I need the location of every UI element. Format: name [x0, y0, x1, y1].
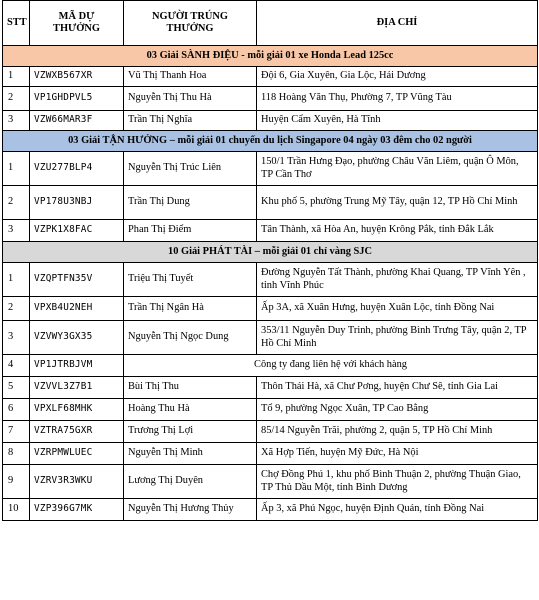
table-row [3, 111, 538, 131]
row-code: VPXB4U2NEH [30, 297, 124, 321]
row-stt: 3 [3, 321, 30, 355]
row-winner-name: Bùi Thị Thu [124, 377, 257, 399]
row-address: Ấp 3, xã Phú Ngọc, huyện Định Quán, tỉnh Đồng Nai [257, 499, 538, 521]
row-address: Đội 6, Gia Xuyên, Gia Lộc, Hải Dương [257, 67, 538, 87]
row-stt: 9 [3, 465, 30, 499]
header-address: ĐỊA CHỈ [257, 1, 538, 46]
table-row [3, 152, 538, 186]
row-stt: 10 [3, 499, 30, 521]
row-winner-name: Trương Thị Lợi [124, 421, 257, 443]
row-address: Xã Hợp Tiến, huyện Mỹ Đức, Hà Nội [257, 443, 538, 465]
row-winner-name: Triệu Thị Tuyết [124, 263, 257, 297]
row-winner-name: Hoàng Thu Hà [124, 399, 257, 421]
row-code: VZPK1X8FAC [30, 220, 124, 242]
row-stt: 6 [3, 399, 30, 421]
section-title: 03 Giải SÀNH ĐIỆU - mỗi giải 01 xe Honda Lead 125cc [3, 46, 538, 67]
row-winner-name: Nguyễn Thị Trúc Liên [124, 152, 257, 186]
row-address: Huyện Cẩm Xuyên, Hà Tĩnh [257, 111, 538, 131]
row-address: Khu phố 5, phường Trung Mỹ Tây, quận 12, TP Hồ Chí Minh [257, 186, 538, 220]
row-stt: 3 [3, 111, 30, 131]
table-row [3, 465, 538, 499]
row-winner-name: Nguyễn Thị Thu Hà [124, 87, 257, 111]
table-row [3, 421, 538, 443]
row-address: Đường Nguyễn Tất Thành, phường Khai Quang, TP Vĩnh Yên , tỉnh Vĩnh Phúc [257, 263, 538, 297]
row-winner-name: Lương Thị Duyên [124, 465, 257, 499]
header-row [3, 1, 538, 46]
row-code: VZRV3R3WKU [30, 465, 124, 499]
table-row [3, 399, 538, 421]
section-header [3, 242, 538, 263]
row-stt: 2 [3, 297, 30, 321]
row-winner-name: Trần Thị Ngân Hà [124, 297, 257, 321]
row-address: 85/14 Nguyễn Trãi, phường 2, quận 5, TP Hồ Chí Minh [257, 421, 538, 443]
row-winner-name: Nguyễn Thị Hương Thủy [124, 499, 257, 521]
row-stt: 8 [3, 443, 30, 465]
row-code: VZVWY3GX35 [30, 321, 124, 355]
table-row [3, 220, 538, 242]
row-contact-note: Công ty đang liên hệ với khách hàng [124, 355, 538, 377]
row-code: VZVVL3Z7B1 [30, 377, 124, 399]
table-row [3, 67, 538, 87]
table-row [3, 443, 538, 465]
row-address: Ấp 3A, xã Xuân Hưng, huyện Xuân Lộc, tỉnh Đồng Nai [257, 297, 538, 321]
table-row [3, 377, 538, 399]
table-row [3, 321, 538, 355]
winners-table [2, 0, 538, 521]
row-stt: 7 [3, 421, 30, 443]
header-winner: NGƯỜI TRÚNG THƯỞNG [124, 1, 257, 46]
row-address: 118 Hoàng Văn Thụ, Phường 7, TP Vũng Tàu [257, 87, 538, 111]
row-winner-name: Trần Thị Dung [124, 186, 257, 220]
row-stt: 4 [3, 355, 30, 377]
row-code: VZP396G7MK [30, 499, 124, 521]
table-row [3, 355, 538, 377]
row-stt: 2 [3, 186, 30, 220]
row-winner-name: Phan Thị Điểm [124, 220, 257, 242]
row-code: VZQPTFN35V [30, 263, 124, 297]
row-winner-name: Trần Thị Nghĩa [124, 111, 257, 131]
header-code: MÃ DỰ THƯỞNG [30, 1, 124, 46]
row-address: 150/1 Trần Hưng Đạo, phường Châu Văn Liêm, quận Ô Môn, TP Cần Thơ [257, 152, 538, 186]
table-row [3, 87, 538, 111]
row-winner-name: Vũ Thị Thanh Hoa [124, 67, 257, 87]
table-row [3, 499, 538, 521]
row-code: VP178U3NBJ [30, 186, 124, 220]
row-address: Thôn Thái Hà, xã Chư Pơng, huyện Chư Sê, tỉnh Gia Lai [257, 377, 538, 399]
row-stt: 3 [3, 220, 30, 242]
row-code: VZTRA75GXR [30, 421, 124, 443]
row-code: VP1JTRBJVM [30, 355, 124, 377]
row-stt: 2 [3, 87, 30, 111]
row-code: VZWXB567XR [30, 67, 124, 87]
row-address: 353/11 Nguyễn Duy Trinh, phường Bình Trưng Tây, quận 2, TP Hồ Chí Minh [257, 321, 538, 355]
row-winner-name: Nguyễn Thị Ngọc Dung [124, 321, 257, 355]
row-stt: 1 [3, 67, 30, 87]
row-winner-name: Nguyễn Thị Minh [124, 443, 257, 465]
section-header [3, 131, 538, 152]
header-stt: STT [3, 1, 30, 46]
row-address: Chợ Đồng Phú 1, khu phố Bình Thuận 2, phường Thuận Giao, TP Thủ Dầu Một, tỉnh Bình Dương [257, 465, 538, 499]
row-code: VZU277BLP4 [30, 152, 124, 186]
section-title: 10 Giải PHÁT TÀI – mỗi giải 01 chỉ vàng SJC [3, 242, 538, 263]
row-stt: 1 [3, 152, 30, 186]
table-row [3, 263, 538, 297]
table-row [3, 297, 538, 321]
section-title: 03 Giải TẬN HƯỞNG – mỗi giải 01 chuyến du lịch Singapore 04 ngày 03 đêm cho 02 người [3, 131, 538, 152]
table-body [3, 46, 538, 521]
row-code: VZRPMWLUEC [30, 443, 124, 465]
row-code: VP1GHDPVL5 [30, 87, 124, 111]
table-row [3, 186, 538, 220]
row-address: Tổ 9, phường Ngọc Xuân, TP Cao Bằng [257, 399, 538, 421]
section-header [3, 46, 538, 67]
row-stt: 5 [3, 377, 30, 399]
row-code: VPXLF68MHK [30, 399, 124, 421]
row-stt: 1 [3, 263, 30, 297]
row-address: Tân Thành, xã Hòa An, huyện Krông Pắk, tỉnh Đắk Lắk [257, 220, 538, 242]
row-code: VZW66MAR3F [30, 111, 124, 131]
